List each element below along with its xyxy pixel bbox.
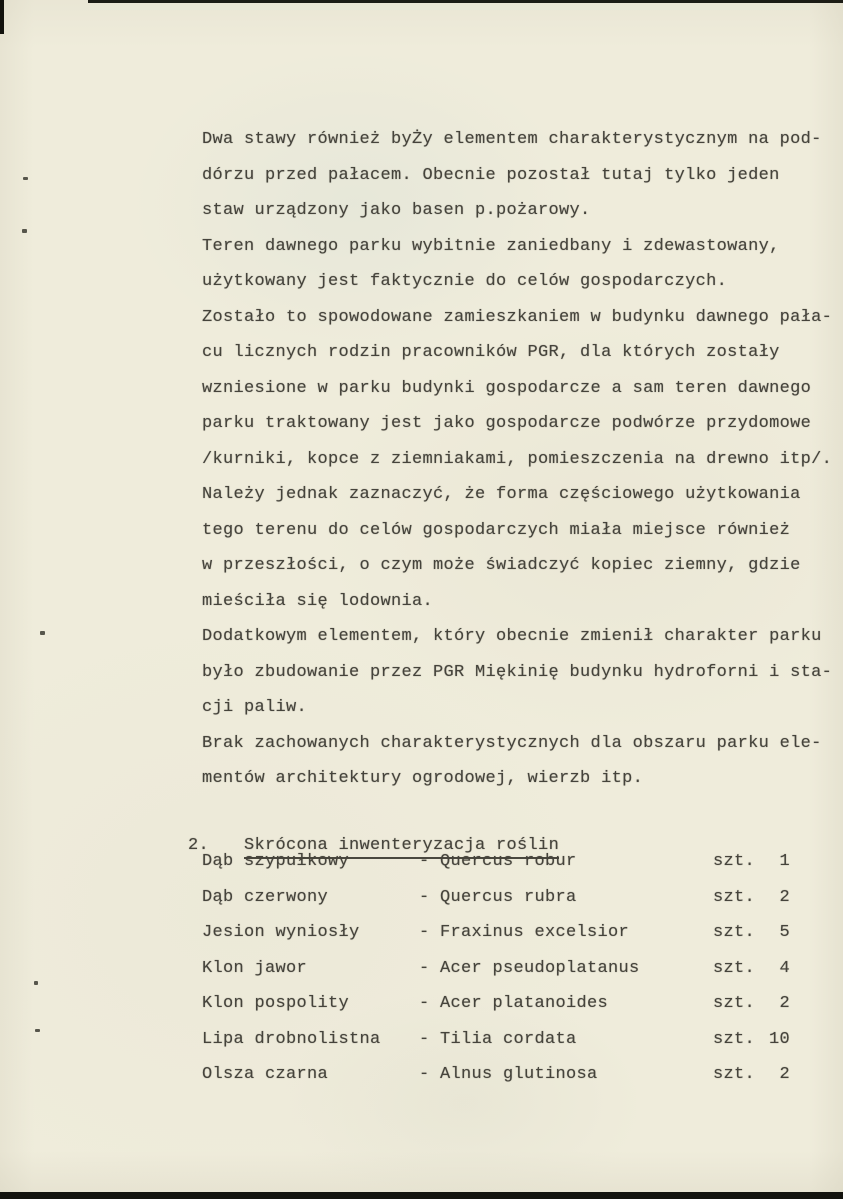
species-dash: -	[419, 1065, 430, 1084]
species-latin: Acer pseudoplatanus	[440, 958, 640, 978]
text-line: Dodatkowym elementem, który obecnie zmienił charakter parku	[202, 627, 822, 646]
species-name: Jesion wyniosły	[202, 923, 360, 942]
section-title: Skrócona inwenteryzacja roślin	[244, 836, 559, 859]
table-row	[202, 951, 790, 987]
text-line: mentów architektury ogrodowej, wierzb itp.	[202, 769, 644, 788]
text-line: mieściła się lodownia.	[202, 591, 434, 611]
species-dash: -	[419, 887, 430, 907]
ink-speck	[34, 981, 38, 985]
species-name: Lipa drobnolistna	[202, 1029, 381, 1049]
species-name: Klon jawor	[202, 958, 308, 978]
species-latin: Tilia cordata	[440, 1029, 577, 1049]
text-line: Zostało to spowodowane zamieszkaniem w budynku dawnego pała-	[202, 307, 833, 327]
text-line: dórzu przed pałacem. Obecnie pozostał tutaj tylko jeden	[202, 165, 780, 185]
text-line: w przeszłości, o czym może świadczyć kopiec ziemny, gdzie	[202, 556, 801, 575]
count-value: 4	[779, 958, 790, 978]
body-text	[202, 122, 834, 797]
table-row	[202, 1057, 790, 1093]
count-value: 2	[779, 1065, 790, 1084]
species-dash: -	[419, 1029, 430, 1049]
unit-label: szt.	[713, 852, 756, 871]
unit-label: szt.	[713, 994, 756, 1013]
unit-label: szt.	[713, 1029, 756, 1049]
species-latin: Quercus robur	[440, 852, 577, 871]
text-line: użytkowany jest faktycznie do celów gospodarczych.	[202, 272, 728, 291]
plant-inventory-table	[202, 844, 790, 1093]
ink-speck	[22, 229, 27, 233]
species-name: Olsza czarna	[202, 1065, 329, 1084]
species-dash: -	[419, 994, 430, 1013]
species-dash: -	[419, 852, 430, 871]
table-row	[202, 1022, 790, 1058]
species-name: Dąb szypułkowy	[202, 852, 350, 871]
species-dash: -	[419, 958, 430, 978]
text-line: Należy jednak zaznaczyć, że forma częściowego użytkowania	[202, 485, 801, 504]
species-latin: Alnus glutinosa	[440, 1065, 598, 1084]
text-line: /kurniki, kopce z ziemniakami, pomieszczenia na drewno itp/.	[202, 449, 833, 469]
text-line: Brak zachowanych charakterystycznych dla obszaru parku ele-	[202, 733, 822, 753]
species-latin: Acer platanoides	[440, 994, 609, 1013]
text-line: cu licznych rodzin pracowników PGR, dla których zostały	[202, 343, 780, 362]
text-line: wzniesione w parku budynki gospodarcze a sam teren dawnego	[202, 378, 812, 398]
unit-label: szt.	[713, 958, 756, 978]
unit-label: szt.	[713, 1065, 756, 1084]
table-row	[202, 880, 790, 916]
species-name: Dąb czerwony	[202, 887, 329, 907]
scan-edge-left	[0, 0, 4, 34]
unit-label: szt.	[713, 923, 756, 942]
scan-edge-bottom	[0, 1192, 843, 1199]
count-value: 2	[779, 994, 790, 1013]
species-name: Klon pospolity	[202, 994, 350, 1013]
section-number: 2.	[188, 836, 210, 855]
ink-speck	[23, 177, 28, 180]
species-dash: -	[419, 923, 430, 942]
text-line: staw urządzony jako basen p.pożarowy.	[202, 201, 591, 220]
text-line: Dwa stawy również byŻy elementem charakterystycznym na pod-	[202, 130, 822, 149]
count-value: 1	[779, 852, 790, 871]
table-row	[202, 915, 790, 951]
text-line: cji paliw.	[202, 698, 308, 717]
species-latin: Quercus rubra	[440, 887, 577, 907]
table-row	[202, 986, 790, 1022]
table-row	[202, 844, 790, 880]
species-latin: Fraxinus excelsior	[440, 923, 630, 942]
text-line: Teren dawnego parku wybitnie zaniedbany i zdewastowany,	[202, 236, 780, 256]
unit-label: szt.	[713, 887, 756, 907]
count-value: 10	[768, 1029, 790, 1049]
count-value: 2	[779, 887, 790, 907]
count-value: 5	[779, 923, 790, 942]
ink-speck	[35, 1029, 40, 1032]
ink-speck	[40, 631, 45, 635]
scan-edge-top	[88, 0, 843, 3]
text-line: tego terenu do celów gospodarczych miała miejsce również	[202, 520, 791, 540]
text-line: było zbudowanie przez PGR Miękinię budynku hydroforni i sta-	[202, 662, 833, 682]
text-line: parku traktowany jest jako gospodarcze podwórze przydomowe	[202, 414, 812, 433]
